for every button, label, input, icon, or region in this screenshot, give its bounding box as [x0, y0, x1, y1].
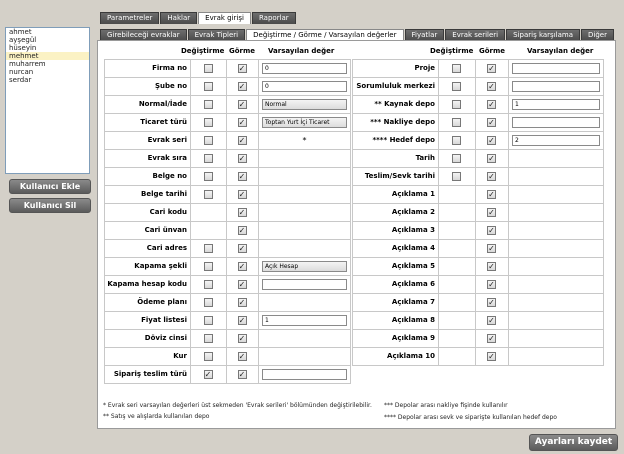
- change-cell: [191, 258, 227, 276]
- row-label: Açıklama 6: [353, 276, 439, 294]
- view-cell: [227, 276, 259, 294]
- default-cell: [509, 294, 604, 312]
- user-list-item[interactable]: serdar: [9, 76, 32, 84]
- default-cell: [509, 78, 604, 96]
- delete-user-button[interactable]: Kullanıcı Sil: [9, 198, 91, 213]
- view-checkbox[interactable]: ✓: [238, 351, 246, 361]
- change-cell: [191, 60, 227, 78]
- change-checkbox[interactable]: [204, 172, 213, 181]
- default-cell: [509, 258, 604, 276]
- view-cell: [227, 312, 259, 330]
- view-checkbox[interactable]: ✓: [488, 279, 495, 289]
- settings-row: [353, 276, 604, 294]
- row-label: Kapama hesap kodu: [105, 276, 191, 294]
- change-cell: [439, 132, 476, 150]
- row-label: Şube no: [105, 78, 191, 96]
- row-label: Firma no: [105, 60, 191, 78]
- default-cell: [509, 96, 604, 114]
- sub-tab-1[interactable]: Evrak Tipleri: [188, 29, 246, 41]
- settings-row: [105, 60, 351, 78]
- change-cell: [439, 276, 476, 294]
- sub-tab-2[interactable]: Değiştirme / Görme / Varsayılan değerler: [246, 29, 403, 41]
- default-input[interactable]: [512, 63, 600, 74]
- header-view-right: Görme: [479, 47, 506, 55]
- default-cell: [259, 312, 351, 330]
- row-label: Açıklama 3: [353, 222, 439, 240]
- view-cell: [476, 204, 509, 222]
- view-checkbox[interactable]: ✓: [488, 189, 495, 199]
- default-marker: *: [302, 136, 307, 145]
- default-cell: [509, 348, 604, 366]
- row-label: Fiyat listesi: [105, 312, 191, 330]
- header-default-left: Varsayılan değer: [268, 47, 335, 55]
- default-cell: [259, 114, 351, 132]
- settings-row: [105, 276, 351, 294]
- view-checkbox[interactable]: ✓: [238, 243, 246, 253]
- change-checkbox[interactable]: [204, 334, 213, 343]
- change-checkbox[interactable]: [204, 154, 213, 163]
- default-cell: [259, 168, 351, 186]
- default-input[interactable]: 1: [262, 315, 347, 326]
- settings-row: [353, 330, 604, 348]
- view-checkbox[interactable]: ✓: [238, 297, 246, 307]
- change-cell: [439, 186, 476, 204]
- right-settings-grid: [352, 59, 604, 366]
- view-checkbox[interactable]: ✓: [488, 135, 495, 145]
- view-cell: [476, 114, 509, 132]
- settings-row: [105, 114, 351, 132]
- view-checkbox[interactable]: ✓: [238, 369, 246, 379]
- row-label: Sipariş teslim türü: [105, 366, 191, 384]
- row-label: Normal/İade: [105, 96, 191, 114]
- settings-row: [353, 78, 604, 96]
- default-cell: [259, 348, 351, 366]
- change-cell: [439, 240, 476, 258]
- default-cell: [509, 114, 604, 132]
- default-input[interactable]: 2: [512, 135, 600, 146]
- default-cell: [509, 222, 604, 240]
- default-input[interactable]: [262, 369, 347, 380]
- change-cell: [191, 204, 227, 222]
- default-cell: [259, 96, 351, 114]
- settings-row: [105, 312, 351, 330]
- default-cell: [509, 60, 604, 78]
- row-label: Cari kodu: [105, 204, 191, 222]
- settings-row: [105, 258, 351, 276]
- view-cell: [476, 240, 509, 258]
- settings-row: [353, 114, 604, 132]
- view-cell: [227, 78, 259, 96]
- default-cell: [259, 294, 351, 312]
- default-input[interactable]: [512, 117, 600, 128]
- change-checkbox[interactable]: [204, 280, 213, 289]
- row-label: Belge tarihi: [105, 186, 191, 204]
- sub-tab-5[interactable]: Sipariş karşılama: [506, 29, 580, 41]
- view-cell: [227, 330, 259, 348]
- sub-tab-6[interactable]: Diğer: [581, 29, 614, 41]
- default-cell: [509, 312, 604, 330]
- change-cell: [439, 60, 476, 78]
- change-checkbox[interactable]: [204, 100, 213, 109]
- settings-row: [105, 366, 351, 384]
- settings-row: [105, 150, 351, 168]
- change-cell: [439, 78, 476, 96]
- view-cell: [476, 258, 509, 276]
- change-cell: [191, 96, 227, 114]
- view-checkbox[interactable]: ✓: [488, 99, 495, 109]
- user-list-item[interactable]: nurcan: [9, 68, 34, 76]
- view-checkbox[interactable]: ✓: [488, 153, 495, 163]
- default-input[interactable]: 1: [512, 99, 600, 110]
- row-label: Evrak seri: [105, 132, 191, 150]
- user-list-item[interactable]: muharrem: [9, 60, 46, 68]
- user-list-item[interactable]: mehmet: [6, 52, 89, 60]
- user-list-item[interactable]: ayşegül: [9, 36, 37, 44]
- default-cell: [509, 204, 604, 222]
- view-cell: [227, 60, 259, 78]
- default-cell: [509, 276, 604, 294]
- row-label: Cari adres: [105, 240, 191, 258]
- default-cell: [259, 366, 351, 384]
- default-input[interactable]: [512, 81, 600, 92]
- view-cell: [476, 150, 509, 168]
- change-cell: [439, 222, 476, 240]
- default-cell: [259, 204, 351, 222]
- row-label: Tarih: [353, 150, 439, 168]
- note-series: * Evrak seri varsayılan değerleri üst sekmeden 'Evrak serileri' bölümünden değiştirilebilir.: [103, 402, 372, 409]
- change-checkbox[interactable]: [204, 262, 213, 271]
- change-cell: [439, 114, 476, 132]
- change-checkbox[interactable]: [452, 118, 461, 127]
- change-cell: [191, 240, 227, 258]
- change-checkbox[interactable]: [452, 82, 461, 91]
- change-cell: [439, 204, 476, 222]
- view-cell: [476, 78, 509, 96]
- view-checkbox[interactable]: ✓: [238, 315, 246, 325]
- default-cell: [509, 330, 604, 348]
- view-cell: [476, 276, 509, 294]
- view-cell: [227, 96, 259, 114]
- row-label: Kur: [105, 348, 191, 366]
- sub-tab-4[interactable]: Evrak serileri: [445, 29, 505, 41]
- settings-row: [353, 96, 604, 114]
- row-label: Açıklama 8: [353, 312, 439, 330]
- settings-row: [105, 186, 351, 204]
- change-cell: [191, 150, 227, 168]
- settings-row: [353, 204, 604, 222]
- settings-row: [105, 330, 351, 348]
- view-checkbox[interactable]: ✓: [238, 189, 246, 199]
- default-input[interactable]: 0: [262, 81, 347, 92]
- default-input[interactable]: [262, 279, 347, 290]
- row-label: Cari ünvan: [105, 222, 191, 240]
- change-cell: [191, 330, 227, 348]
- default-dropdown[interactable]: Normal: [262, 99, 347, 110]
- top-tab-1[interactable]: Haklar: [160, 12, 197, 24]
- view-cell: [227, 258, 259, 276]
- view-checkbox[interactable]: ✓: [488, 243, 495, 253]
- settings-row: [353, 168, 604, 186]
- change-cell: [191, 114, 227, 132]
- settings-row: [105, 132, 351, 150]
- change-cell: [191, 276, 227, 294]
- default-cell: [509, 150, 604, 168]
- default-dropdown[interactable]: Toptan Yurt İçi Ticaret: [262, 117, 347, 128]
- row-label: Açıklama 7: [353, 294, 439, 312]
- view-cell: [227, 294, 259, 312]
- view-cell: [476, 168, 509, 186]
- change-cell: [439, 150, 476, 168]
- user-list-item[interactable]: ahmet: [9, 28, 32, 36]
- change-cell: [439, 168, 476, 186]
- view-cell: [476, 330, 509, 348]
- change-checkbox[interactable]: [204, 298, 213, 307]
- change-cell: [191, 348, 227, 366]
- row-label: Döviz cinsi: [105, 330, 191, 348]
- save-settings-button[interactable]: Ayarları kaydet: [529, 434, 618, 451]
- default-cell: [509, 186, 604, 204]
- add-user-button[interactable]: Kullanıcı Ekle: [9, 179, 91, 194]
- settings-row: [353, 294, 604, 312]
- row-label: Açıklama 5: [353, 258, 439, 276]
- view-cell: [227, 186, 259, 204]
- note-source-depot: ** Satış ve alışlarda kullanılan depo: [103, 413, 210, 420]
- row-label: Açıklama 9: [353, 330, 439, 348]
- view-cell: [476, 60, 509, 78]
- settings-row: [105, 294, 351, 312]
- view-checkbox[interactable]: ✓: [488, 297, 495, 307]
- change-checkbox[interactable]: [204, 118, 213, 127]
- view-checkbox[interactable]: ✓: [488, 225, 495, 235]
- settings-row: [105, 168, 351, 186]
- top-tab-2[interactable]: Evrak girişi: [198, 12, 251, 24]
- view-checkbox[interactable]: ✓: [238, 261, 246, 271]
- row-label: Kapama şekli: [105, 258, 191, 276]
- default-cell: [259, 60, 351, 78]
- view-cell: [476, 222, 509, 240]
- default-cell: [509, 240, 604, 258]
- settings-row: [105, 222, 351, 240]
- default-cell: [509, 132, 604, 150]
- view-cell: [227, 204, 259, 222]
- row-label: ** Kaynak depo: [353, 96, 439, 114]
- view-checkbox[interactable]: ✓: [488, 63, 495, 73]
- settings-row: [353, 60, 604, 78]
- row-label: Teslim/Sevk tarihi: [353, 168, 439, 186]
- settings-row: [353, 258, 604, 276]
- settings-row: [105, 348, 351, 366]
- default-cell: [259, 186, 351, 204]
- change-cell: [191, 366, 227, 384]
- view-cell: [476, 132, 509, 150]
- view-checkbox[interactable]: ✓: [238, 333, 246, 343]
- change-cell: [439, 330, 476, 348]
- note-target-depot: **** Depolar arası sevk ve siparişte kullanılan hedef depo: [384, 414, 557, 421]
- row-label: Ticaret türü: [105, 114, 191, 132]
- view-checkbox[interactable]: ✓: [488, 315, 495, 325]
- default-cell: [259, 330, 351, 348]
- change-cell: [191, 294, 227, 312]
- change-checkbox[interactable]: [204, 316, 213, 325]
- view-checkbox[interactable]: ✓: [488, 117, 495, 127]
- change-checkbox[interactable]: [452, 172, 461, 181]
- view-cell: [227, 348, 259, 366]
- view-checkbox[interactable]: ✓: [238, 207, 246, 217]
- change-cell: [191, 132, 227, 150]
- view-checkbox[interactable]: ✓: [488, 261, 495, 271]
- view-cell: [227, 132, 259, 150]
- change-cell: [191, 168, 227, 186]
- note-transport-depot: *** Depolar arası nakliye fişinde kullanılır: [384, 402, 508, 409]
- view-checkbox[interactable]: ✓: [488, 351, 495, 361]
- view-checkbox[interactable]: ✓: [238, 135, 246, 145]
- sub-tab-0[interactable]: Girebileceği evraklar: [100, 29, 187, 41]
- settings-row: [353, 348, 604, 366]
- settings-row: [105, 78, 351, 96]
- change-checkbox[interactable]: [204, 64, 213, 73]
- view-checkbox[interactable]: ✓: [238, 279, 246, 289]
- change-checkbox[interactable]: [204, 244, 213, 253]
- view-checkbox[interactable]: ✓: [238, 225, 246, 235]
- view-checkbox[interactable]: ✓: [238, 99, 246, 109]
- row-label: **** Hedef depo: [353, 132, 439, 150]
- change-checkbox[interactable]: [452, 100, 461, 109]
- default-cell: [259, 240, 351, 258]
- settings-row: [353, 312, 604, 330]
- row-label: Belge no: [105, 168, 191, 186]
- view-checkbox[interactable]: ✓: [238, 153, 246, 163]
- header-change-right: Değiştirme: [430, 47, 474, 55]
- view-cell: [227, 366, 259, 384]
- change-cell: [439, 258, 476, 276]
- top-tab-3[interactable]: Raporlar: [252, 12, 296, 24]
- view-cell: [476, 312, 509, 330]
- change-checkbox[interactable]: [452, 136, 461, 145]
- settings-row: [353, 240, 604, 258]
- view-cell: [476, 186, 509, 204]
- change-checkbox[interactable]: ✓: [204, 369, 212, 379]
- view-checkbox[interactable]: ✓: [238, 63, 246, 73]
- change-cell: [191, 186, 227, 204]
- change-checkbox[interactable]: [204, 82, 213, 91]
- default-cell: [259, 258, 351, 276]
- default-cell: [259, 222, 351, 240]
- row-label: Açıklama 4: [353, 240, 439, 258]
- settings-row: [353, 132, 604, 150]
- change-checkbox[interactable]: [452, 64, 461, 73]
- change-checkbox[interactable]: [204, 352, 213, 361]
- settings-row: [105, 96, 351, 114]
- change-checkbox[interactable]: [204, 136, 213, 145]
- user-list[interactable]: [5, 27, 90, 174]
- view-cell: [227, 114, 259, 132]
- header-view-left: Görme: [229, 47, 256, 55]
- change-cell: [191, 312, 227, 330]
- view-cell: [227, 240, 259, 258]
- settings-row: [105, 204, 351, 222]
- row-label: *** Nakliye depo: [353, 114, 439, 132]
- view-checkbox[interactable]: ✓: [488, 333, 495, 343]
- row-label: Sorumluluk merkezi: [353, 78, 439, 96]
- view-checkbox[interactable]: ✓: [488, 171, 495, 181]
- change-checkbox[interactable]: [204, 190, 213, 199]
- default-cell: [259, 132, 351, 150]
- default-cell: [259, 276, 351, 294]
- settings-row: [105, 240, 351, 258]
- settings-row: [353, 222, 604, 240]
- change-cell: [191, 222, 227, 240]
- row-label: Açıklama 2: [353, 204, 439, 222]
- top-tab-0[interactable]: Parametreler: [100, 12, 159, 24]
- view-cell: [227, 150, 259, 168]
- view-cell: [227, 168, 259, 186]
- default-input[interactable]: 0: [262, 63, 347, 74]
- view-checkbox[interactable]: ✓: [238, 81, 246, 91]
- change-cell: [439, 96, 476, 114]
- view-checkbox[interactable]: ✓: [488, 81, 495, 91]
- view-cell: [476, 348, 509, 366]
- change-cell: [439, 348, 476, 366]
- top-tab-bar: [100, 12, 297, 24]
- row-label: Açıklama 1: [353, 186, 439, 204]
- left-settings-grid: [104, 59, 351, 384]
- user-list-item[interactable]: hüseyin: [9, 44, 37, 52]
- view-checkbox[interactable]: ✓: [488, 207, 495, 217]
- change-cell: [439, 312, 476, 330]
- row-label: Ödeme planı: [105, 294, 191, 312]
- default-cell: [259, 150, 351, 168]
- view-cell: [476, 294, 509, 312]
- change-checkbox[interactable]: [452, 154, 461, 163]
- settings-row: [353, 186, 604, 204]
- default-cell: [509, 168, 604, 186]
- change-cell: [191, 78, 227, 96]
- view-cell: [227, 222, 259, 240]
- header-change-left: Değiştirme: [181, 47, 225, 55]
- default-dropdown[interactable]: Açık Hesap: [262, 261, 347, 272]
- view-checkbox[interactable]: ✓: [238, 117, 246, 127]
- settings-row: [353, 150, 604, 168]
- view-cell: [476, 96, 509, 114]
- change-cell: [439, 294, 476, 312]
- view-checkbox[interactable]: ✓: [238, 171, 246, 181]
- header-default-right: Varsayılan değer: [527, 47, 594, 55]
- row-label: Evrak sıra: [105, 150, 191, 168]
- default-cell: [259, 78, 351, 96]
- sub-tab-3[interactable]: Fiyatlar: [405, 29, 445, 41]
- row-label: Açıklama 10: [353, 348, 439, 366]
- row-label: Proje: [353, 60, 439, 78]
